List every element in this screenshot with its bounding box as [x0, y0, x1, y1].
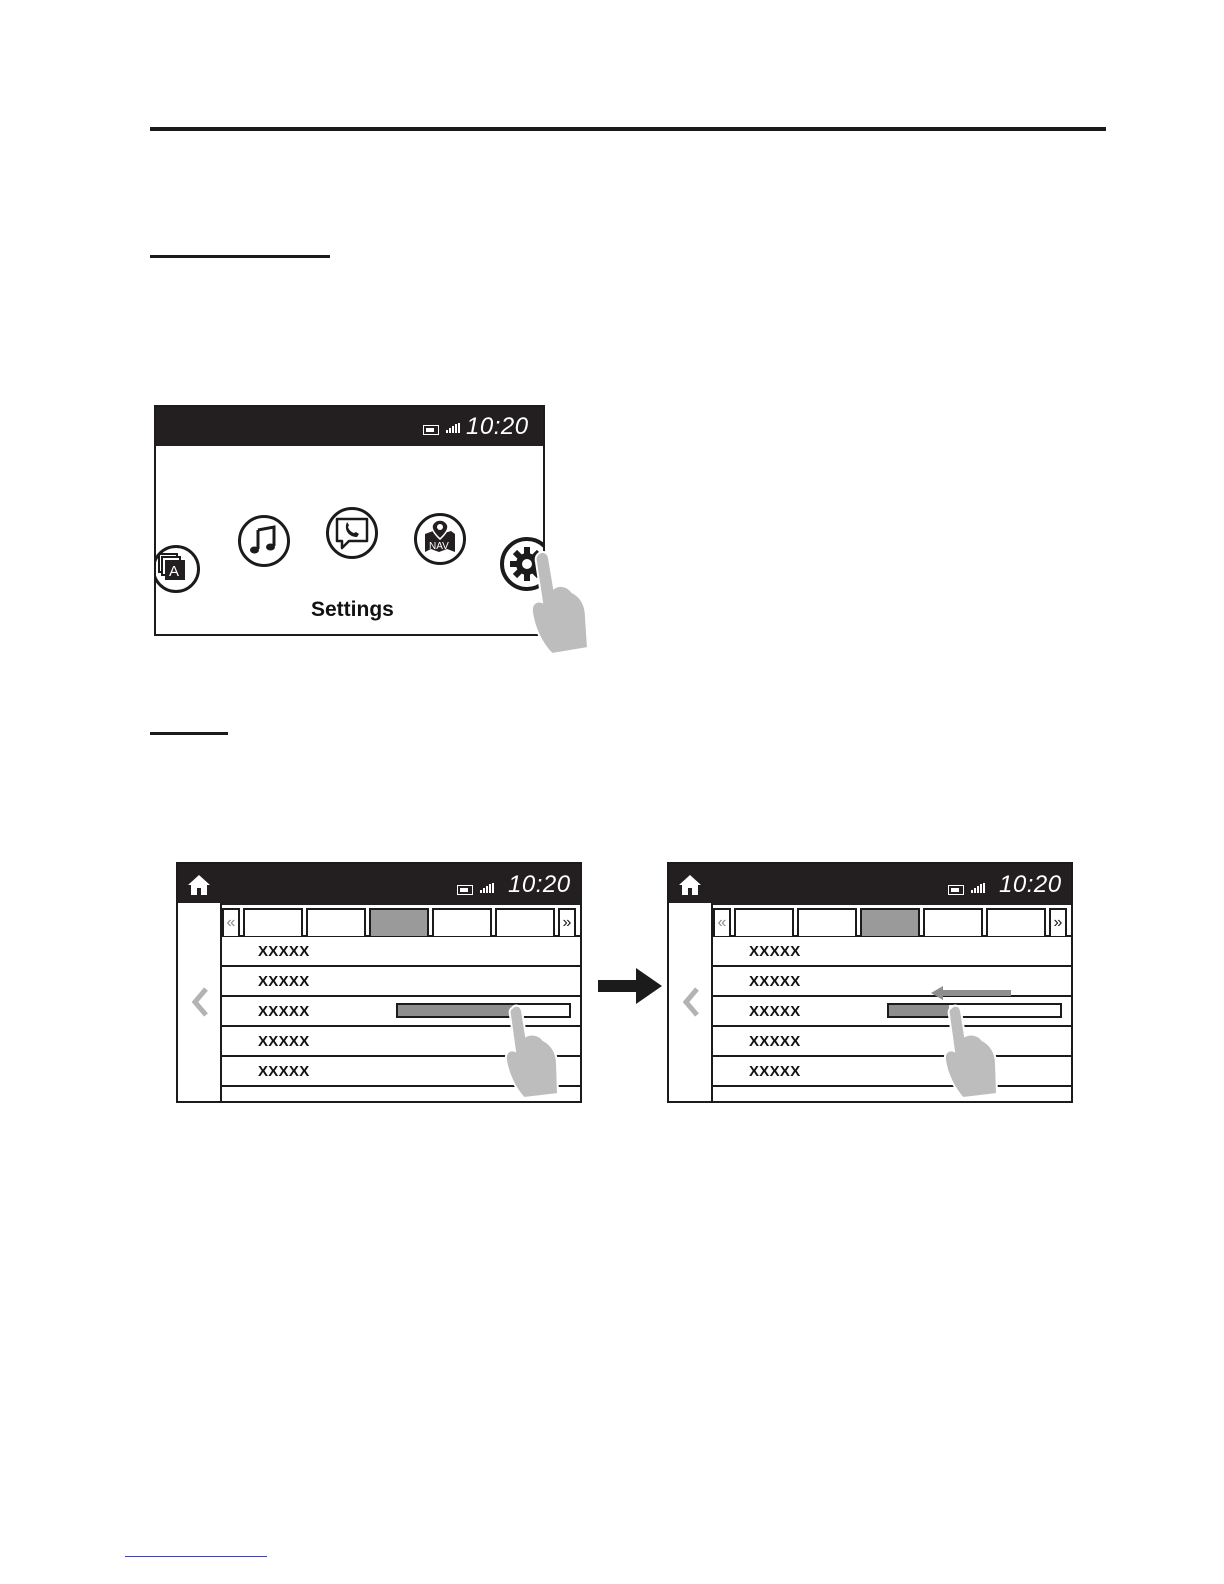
signal-icon: [446, 423, 460, 433]
sidebar: [669, 903, 713, 1101]
footer-link-underline: [125, 1556, 267, 1557]
list-item[interactable]: [220, 967, 580, 997]
selected-app-label: Settings: [311, 598, 394, 621]
status-bar: [178, 864, 580, 905]
list-item[interactable]: [220, 937, 580, 967]
tab-5[interactable]: [495, 908, 555, 936]
tab-prev-button[interactable]: «: [222, 908, 240, 936]
tab-bar: [220, 905, 580, 937]
phone-icon[interactable]: [326, 507, 378, 559]
list-item[interactable]: [711, 937, 1071, 967]
tab-3-active[interactable]: [860, 908, 920, 936]
tab-next-button[interactable]: »: [1049, 908, 1067, 936]
sidebar: [178, 903, 222, 1101]
tab-5[interactable]: [986, 908, 1046, 936]
row-label: XXXXX: [749, 1003, 801, 1020]
tab-3-active[interactable]: [369, 908, 429, 936]
home-icon[interactable]: [187, 874, 211, 896]
tab-bar: [711, 905, 1071, 937]
apps-badge: A: [169, 563, 180, 580]
signal-icon: [971, 883, 985, 893]
row-label: XXXXX: [258, 1033, 310, 1050]
row-label: XXXXX: [258, 1063, 310, 1080]
hand-pointer-icon: [524, 548, 594, 658]
swipe-left-arrow-icon: [931, 985, 1013, 1001]
list-item[interactable]: [711, 967, 1071, 997]
status-bar: [156, 407, 543, 446]
list-item[interactable]: [711, 1057, 1071, 1087]
row-label: XXXXX: [749, 973, 801, 990]
tab-4[interactable]: [923, 908, 983, 936]
row-label: XXXXX: [258, 973, 310, 990]
nav-label: NAV: [429, 541, 449, 552]
signal-icon: [480, 883, 494, 893]
row-label: XXXXX: [749, 1033, 801, 1050]
tab-1[interactable]: [734, 908, 794, 936]
row-label: XXXXX: [749, 1063, 801, 1080]
music-icon[interactable]: [238, 515, 290, 567]
battery-icon: [423, 425, 439, 435]
tab-next-button[interactable]: »: [558, 908, 576, 936]
transition-arrow-icon: [598, 966, 664, 1006]
section-heading-underline-2: [150, 732, 228, 735]
back-chevron-icon[interactable]: [192, 987, 208, 1017]
tab-4[interactable]: [432, 908, 492, 936]
row-label: XXXXX: [258, 1003, 310, 1020]
top-rule: [150, 127, 1106, 131]
nav-icon[interactable]: [414, 513, 466, 565]
settings-screen-after: [667, 862, 1073, 1103]
tab-prev-button[interactable]: «: [713, 908, 731, 936]
battery-icon: [457, 885, 473, 895]
hand-pointer-icon: [500, 1002, 564, 1100]
home-screen: [154, 405, 545, 636]
clock: 10:20: [508, 871, 571, 898]
section-heading-underline: [150, 255, 330, 258]
clock: 10:20: [466, 413, 529, 440]
home-icon[interactable]: [678, 874, 702, 896]
settings-screen-before: [176, 862, 582, 1103]
apps-a-icon[interactable]: [154, 545, 200, 593]
clock: 10:20: [999, 871, 1062, 898]
hand-pointer-icon: [939, 1002, 1003, 1100]
row-label: XXXXX: [258, 943, 310, 960]
row-label: XXXXX: [749, 943, 801, 960]
tab-1[interactable]: [243, 908, 303, 936]
tab-2[interactable]: [797, 908, 857, 936]
tab-2[interactable]: [306, 908, 366, 936]
list-item[interactable]: [711, 1027, 1071, 1057]
battery-icon: [948, 885, 964, 895]
back-chevron-icon[interactable]: [683, 987, 699, 1017]
status-bar: [669, 864, 1071, 905]
list-item[interactable]: [711, 997, 1071, 1027]
